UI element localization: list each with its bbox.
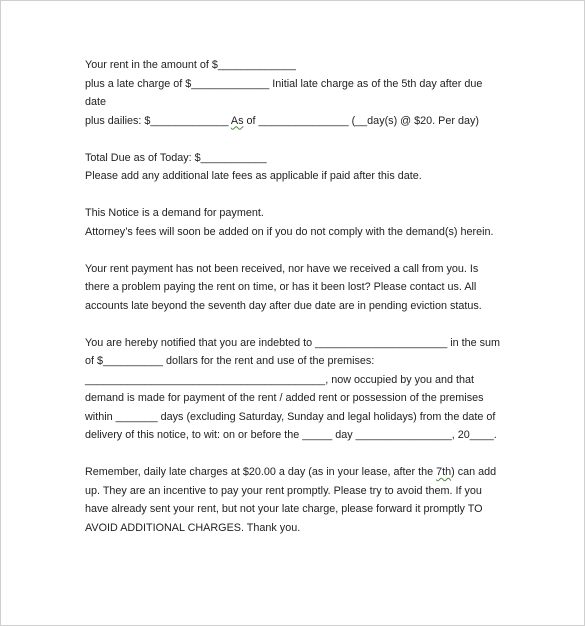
attorney-fees-line: Attorney’s fees will soon be added on if you do not comply with the demand(s) herein. — [85, 225, 494, 238]
indebted-notice-paragraph: You are hereby notified that you are indebted to ______________________ in the sum of $__________ dollars for the rent and use of the premises: ________________________________________, now occupied by you and that demand is made for payment of the rent / added rent or possession of the premises within _______ days (excluding Saturday, Sunday and legal holidays) from the date of delivery of this notice, to wit: on or before the _____ day ________________, 20____. — [85, 336, 501, 441]
amount-due-block — [85, 56, 505, 130]
reminder-suffix: ) can add up. They are an incentive to pay your rent promptly. Please try to avoid them. If you have already sent your rent, but not your late charge, please forward it promptly TO AVOID ADDITIONAL CHARGES. Thank you. — [85, 466, 497, 534]
dailies-as-word: As — [230, 114, 244, 127]
payment-not-received-paragraph: Your rent payment has not been received, nor have we received a call from you. Is there a problem paying the rent on time, or has it been lost? Please contact us. All accounts late beyond the seventh day after due date are in pending eviction status. — [85, 262, 482, 312]
total-due-block — [85, 149, 505, 186]
late-charges-reminder-paragraph — [85, 463, 505, 537]
total-due-line: Total Due as of Today: $___________ — [85, 151, 267, 164]
dailies-prefix: plus dailies: $_____________ — [85, 114, 231, 127]
demand-line: This Notice is a demand for payment. — [85, 207, 264, 219]
dailies-suffix: of _______________ (__day(s) @ $20. Per day) — [243, 114, 479, 127]
demand-block — [85, 204, 505, 241]
notice-body — [85, 56, 505, 537]
late-charge-line: plus a late charge of $_____________ Initial late charge as of the 5th day after due date — [85, 77, 483, 108]
additional-fees-line: Please add any additional late fees as applicable if paid after this date. — [85, 170, 422, 182]
rent-amount-line: Your rent in the amount of $_____________ — [85, 59, 296, 71]
reminder-prefix: Remember, daily late charges at $20.00 a day (as in your lease, after the — [85, 466, 437, 478]
dailies-line — [85, 112, 505, 131]
reminder-7th: 7th — [436, 466, 452, 478]
